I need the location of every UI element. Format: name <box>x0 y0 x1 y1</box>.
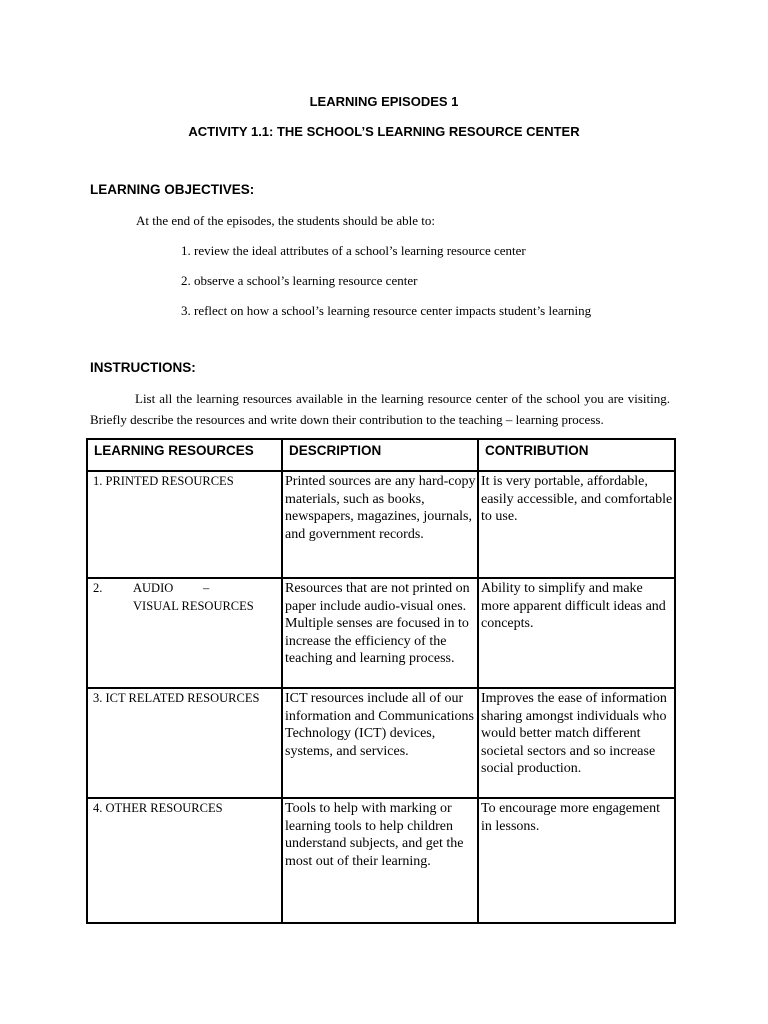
resource-label-audio: AUDIO <box>133 581 174 595</box>
table-row <box>87 688 675 798</box>
contribution-cell: Ability to simplify and make more apparent difficult ideas and concepts. <box>478 578 675 688</box>
objectives-heading: LEARNING OBJECTIVES: <box>90 182 255 197</box>
table-row <box>87 578 675 688</box>
table-row <box>87 798 675 923</box>
objective-item: 2. observe a school’s learning resource center <box>181 273 418 288</box>
instructions-text: List all the learning resources available in the learning resource center of the school you are visiting. Briefly describe the resources and write down their contribution to the teaching – learning process. <box>90 391 670 427</box>
description-cell: Printed sources are any hard-copy materials, such as books, newspapers, magazines, journals, and government records. <box>282 471 478 578</box>
resource-cell: 4. OTHER RESOURCES <box>87 798 282 923</box>
description-cell: Resources that are not printed on paper include audio-visual ones. Multiple senses are focused in to increase the efficiency of the teaching and learning process. <box>282 578 478 688</box>
resource-cell: 1. PRINTED RESOURCES <box>87 471 282 578</box>
header-learning-resources: LEARNING RESOURCES <box>87 439 282 471</box>
instructions-heading: INSTRUCTIONS: <box>90 360 196 375</box>
resources-table <box>86 438 676 924</box>
table-header-row <box>87 439 675 471</box>
objectives-intro: At the end of the episodes, the students should be able to: <box>136 213 435 228</box>
objective-item: 3. reflect on how a school’s learning resource center impacts student’s learning <box>181 303 592 318</box>
description-cell: ICT resources include all of our information and Communications Technology (ICT) devices, systems, and services. <box>282 688 478 798</box>
resource-dash: – <box>203 581 210 595</box>
contribution-cell: To encourage more engagement in lessons. <box>478 798 675 923</box>
resource-cell: 3. ICT RELATED RESOURCES <box>87 688 282 798</box>
activity-title: ACTIVITY 1.1: THE SCHOOL’S LEARNING RESOURCE CENTER <box>188 124 580 139</box>
description-cell: Tools to help with marking or learning tools to help children understand subjects, and get the most out of their learning. <box>282 798 478 923</box>
resource-cell <box>87 578 282 688</box>
contribution-cell: Improves the ease of information sharing amongst individuals who would better match different societal sectors and so increase social production. <box>478 688 675 798</box>
objective-item: 1. review the ideal attributes of a school’s learning resource center <box>181 243 526 258</box>
document-title: LEARNING EPISODES 1 <box>309 94 459 109</box>
resource-label-visual: VISUAL RESOURCES <box>133 599 254 613</box>
contribution-cell: It is very portable, affordable, easily accessible, and comfortable to use. <box>478 471 675 578</box>
header-contribution: CONTRIBUTION <box>478 439 675 471</box>
resource-number: 2. <box>93 581 103 595</box>
table-row <box>87 471 675 578</box>
header-description: DESCRIPTION <box>282 439 478 471</box>
